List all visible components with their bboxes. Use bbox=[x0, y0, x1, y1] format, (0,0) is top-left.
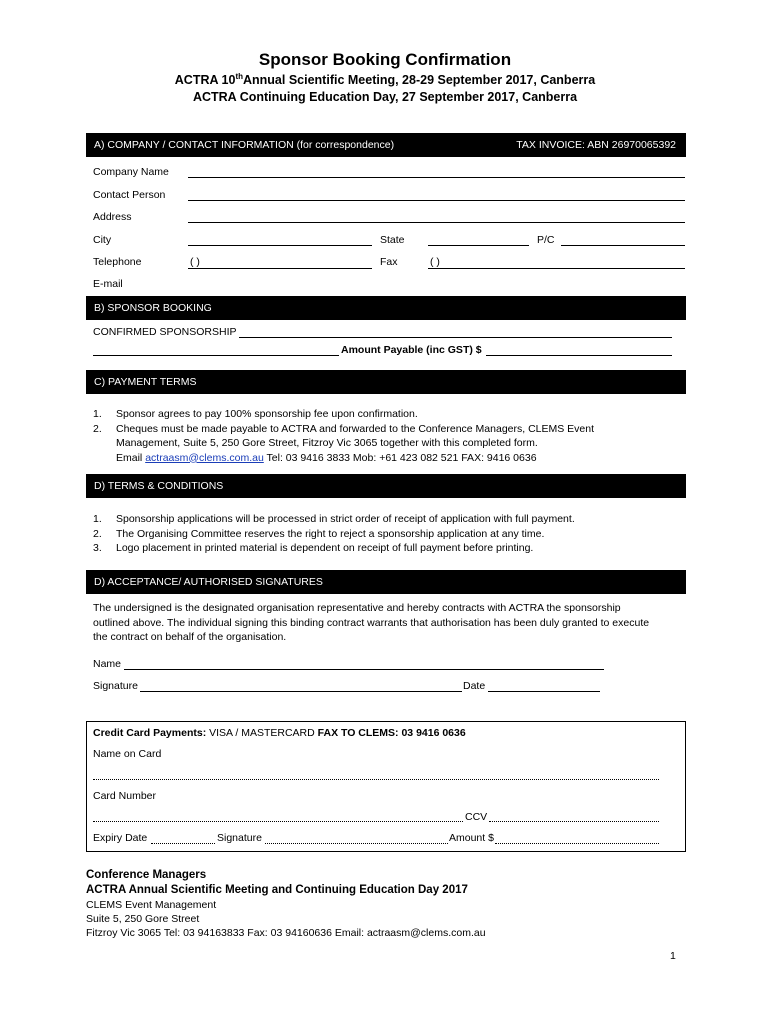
company-name-label: Company Name bbox=[93, 166, 169, 178]
list-item bbox=[93, 422, 683, 437]
footer-company: CLEMS Event Management bbox=[86, 899, 217, 911]
cc-signature-label: Signature bbox=[217, 832, 262, 844]
acceptance-paragraph bbox=[93, 601, 685, 645]
sponsorship-continued-field[interactable] bbox=[93, 355, 339, 356]
tax-invoice: TAX INVOICE: ABN 26970065392 bbox=[516, 139, 676, 151]
pc-field[interactable] bbox=[561, 245, 685, 246]
address-field[interactable] bbox=[188, 222, 685, 223]
fax-to-clems: FAX TO CLEMS: 03 9416 0636 bbox=[317, 727, 466, 739]
list-text: Management, Suite 5, 250 Gore Street, Fitzroy Vic 3065 together with this completed form. bbox=[116, 437, 538, 449]
credit-card-heading bbox=[93, 727, 466, 739]
section-b-heading: B) SPONSOR BOOKING bbox=[94, 302, 212, 314]
signature-label: Signature bbox=[93, 680, 138, 692]
card-number-field[interactable] bbox=[93, 821, 463, 822]
paragraph-line: the contract on behalf of the organisation. bbox=[93, 631, 287, 643]
section-b-header bbox=[86, 296, 686, 320]
section-c-header bbox=[86, 370, 686, 394]
card-number-label: Card Number bbox=[93, 790, 157, 802]
name-on-card-label: Name on Card bbox=[93, 748, 162, 760]
telephone-label: Telephone bbox=[93, 256, 142, 268]
pc-label: P/C bbox=[537, 234, 555, 246]
telephone-prefix: ( ) bbox=[190, 256, 200, 268]
cc-amount-field[interactable] bbox=[495, 843, 659, 844]
name-on-card-field[interactable] bbox=[93, 779, 659, 780]
expiry-date-field[interactable] bbox=[151, 843, 215, 844]
list-text: The Organising Committee reserves the right to reject a sponsorship application at any time. bbox=[116, 527, 545, 540]
name-label: Name bbox=[93, 658, 122, 670]
subtitle-pre: ACTRA 10 bbox=[174, 73, 236, 88]
terms-conditions-list bbox=[93, 512, 683, 556]
amount-payable-label: Amount Payable (inc GST) $ bbox=[341, 344, 482, 356]
list-item bbox=[93, 541, 683, 556]
section-a-heading: A) COMPANY / CONTACT INFORMATION (for correspondence) bbox=[94, 139, 395, 151]
section-c-heading: C) PAYMENT TERMS bbox=[94, 376, 197, 388]
list-number: 1. bbox=[93, 408, 102, 420]
list-text: Cheques must be made payable to ACTRA and forwarded to the Conference Managers, CLEMS Event bbox=[116, 422, 595, 435]
state-field[interactable] bbox=[428, 245, 529, 246]
contact-numbers: Tel: 03 9416 3833 Mob: +61 423 082 521 FAX: 9416 0636 bbox=[263, 451, 537, 464]
section-d-heading: D) TERMS & CONDITIONS bbox=[94, 480, 224, 492]
payment-terms-list bbox=[93, 407, 683, 465]
credit-card-box bbox=[86, 721, 686, 852]
telephone-field[interactable] bbox=[188, 268, 372, 269]
company-name-field[interactable] bbox=[188, 177, 685, 178]
city-label: City bbox=[93, 234, 112, 246]
list-number: 2. bbox=[93, 527, 102, 540]
footer-event: ACTRA Annual Scientific Meeting and Continuing Education Day 2017 bbox=[86, 884, 468, 896]
state-label: State bbox=[380, 234, 405, 246]
page-title: Sponsor Booking Confirmation bbox=[258, 50, 512, 69]
subtitle-meeting bbox=[0, 72, 770, 87]
amount-payable-field[interactable] bbox=[486, 355, 672, 356]
cc-amount-label: Amount $ bbox=[449, 832, 494, 844]
subtitle-post: Annual Scientific Meeting, 28-29 September 2017, Canberra bbox=[243, 73, 596, 88]
paragraph-line: The undersigned is the designated organisation representative and hereby contracts with ACTRA the sponsorship bbox=[93, 602, 621, 614]
list-item bbox=[93, 527, 683, 542]
date-field[interactable] bbox=[488, 691, 600, 692]
contact-person-field[interactable] bbox=[188, 200, 685, 201]
section-a-header bbox=[86, 133, 686, 157]
contact-person-label: Contact Person bbox=[93, 189, 166, 201]
date-label: Date bbox=[463, 680, 486, 692]
footer-contact: Fitzroy Vic 3065 Tel: 03 94163833 Fax: 03 94160636 Email: actraasm@clems.com.au bbox=[86, 927, 486, 939]
signature-field[interactable] bbox=[140, 691, 462, 692]
ccv-field[interactable] bbox=[489, 821, 659, 822]
city-field[interactable] bbox=[188, 245, 372, 246]
fax-field[interactable] bbox=[428, 268, 685, 269]
list-item bbox=[93, 407, 683, 422]
list-number: 2. bbox=[93, 422, 102, 435]
name-field[interactable] bbox=[124, 669, 604, 670]
fax-label: Fax bbox=[380, 256, 398, 268]
list-text: Logo placement in printed material is dependent on receipt of full payment before printing. bbox=[116, 542, 534, 554]
list-item-continued bbox=[93, 451, 683, 466]
email-link[interactable]: actraasm@clems.com.au bbox=[145, 451, 264, 464]
section-acceptance-header bbox=[86, 570, 686, 594]
list-item-continued bbox=[93, 436, 683, 451]
credit-card-label: Credit Card Payments: bbox=[93, 727, 207, 739]
subtitle-sup: th bbox=[235, 72, 243, 81]
list-item bbox=[93, 512, 683, 527]
paragraph-line: outlined above. The individual signing this binding contract warrants that authorisation has been duly granted to execute bbox=[93, 616, 650, 629]
section-d-header bbox=[86, 474, 686, 498]
email-label: E-mail bbox=[93, 278, 123, 290]
confirmed-sponsorship-label: CONFIRMED SPONSORSHIP bbox=[93, 326, 237, 338]
list-text: Sponsorship applications will be processed in strict order of receipt of application with full payment. bbox=[116, 513, 575, 525]
footer-address: Suite 5, 250 Gore Street bbox=[86, 913, 200, 925]
list-number: 3. bbox=[93, 542, 102, 554]
subtitle-education-day: ACTRA Continuing Education Day, 27 September 2017, Canberra bbox=[192, 90, 578, 104]
ccv-label: CCV bbox=[465, 811, 488, 823]
footer-heading: Conference Managers bbox=[86, 869, 207, 881]
confirmed-sponsorship-field[interactable] bbox=[239, 337, 672, 338]
address-label: Address bbox=[93, 211, 132, 223]
section-acceptance-heading: D) ACCEPTANCE/ AUTHORISED SIGNATURES bbox=[94, 576, 323, 588]
list-text: Sponsor agrees to pay 100% sponsorship fee upon confirmation. bbox=[116, 408, 418, 420]
page-number: 1 bbox=[670, 950, 676, 962]
email-prefix: Email bbox=[116, 451, 146, 464]
fax-prefix: ( ) bbox=[430, 256, 440, 268]
list-number: 1. bbox=[93, 513, 102, 525]
footer-block bbox=[86, 868, 486, 940]
cc-signature-field[interactable] bbox=[265, 843, 448, 844]
expiry-date-label: Expiry Date bbox=[93, 832, 148, 844]
card-types: VISA / MASTERCARD bbox=[206, 727, 318, 739]
